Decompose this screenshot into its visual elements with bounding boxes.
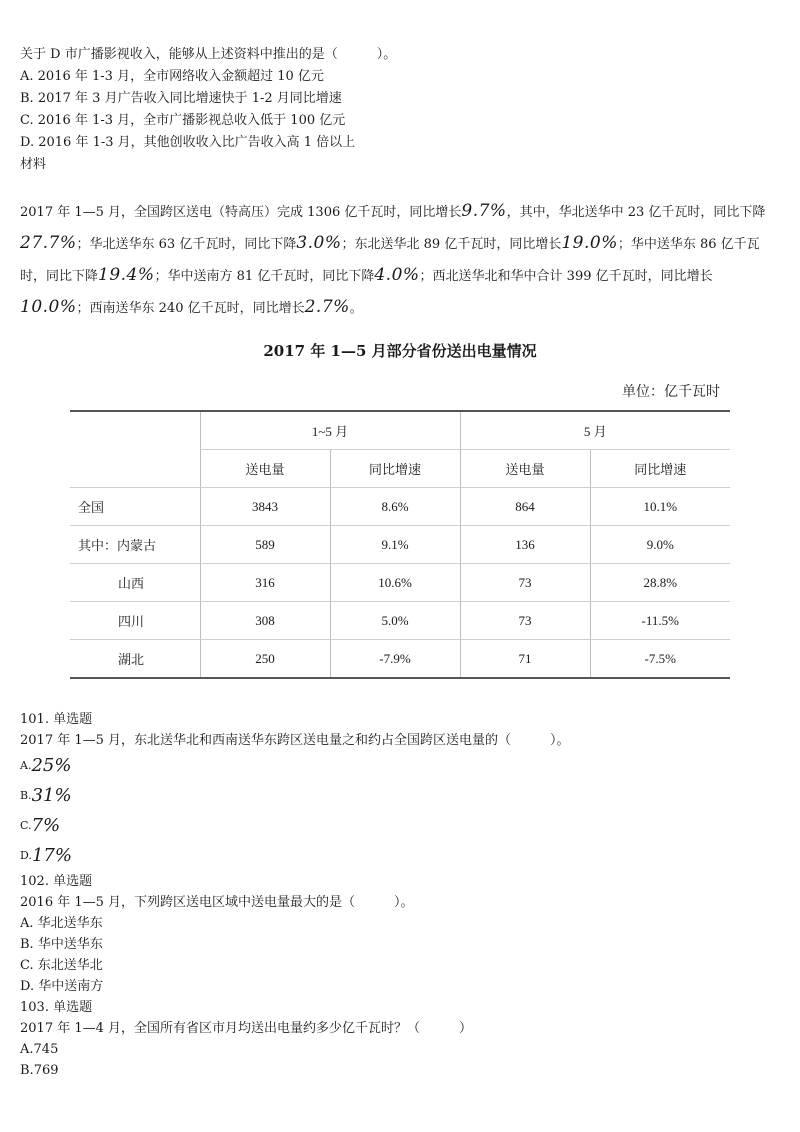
question-stem: 2017 年 1—5 月，东北送华北和西南送华东跨区送电量之和约占全国跨区送电量的（ ）。: [20, 733, 570, 748]
cell-volume: 73: [460, 564, 590, 602]
row-name: 全国: [70, 488, 200, 526]
cell-volume: 308: [200, 602, 330, 640]
material-text: 2017 年 1—5 月，全国跨区送电（特高压）完成 1306 亿千瓦时，同比增长: [20, 205, 462, 220]
option-a[interactable]: [20, 1039, 570, 1060]
cell-growth: 8.6%: [330, 488, 460, 526]
material-text: ；华中送华东 86 亿千瓦时，同比下降: [20, 237, 760, 284]
percent-value: 4.0%: [374, 265, 420, 285]
table-unit: 单位：亿千瓦时: [622, 384, 720, 400]
percent-value: 10.0%: [20, 297, 77, 317]
option-text: 31%: [31, 785, 72, 806]
option-label: A.: [20, 916, 34, 931]
question-number: 102. 单选题: [20, 874, 93, 889]
option-label: B.: [20, 937, 34, 952]
percent-value: 27.7%: [20, 233, 77, 253]
question-number: 101. 单选题: [20, 712, 93, 727]
percent-value: 3.0%: [296, 233, 342, 253]
option-text: 华中送南方: [38, 979, 104, 994]
cell-growth: 28.8%: [590, 564, 730, 602]
material-text: ，其中，华北送华中 23 亿千瓦时，同比下降: [506, 205, 766, 220]
option-label: D.: [20, 979, 35, 994]
material-text: ；华中送南方 81 亿千瓦时，同比下降: [154, 269, 375, 284]
percent-value: 19.0%: [561, 233, 618, 253]
row-name: 湖北: [70, 640, 200, 679]
option-text: 7%: [31, 815, 61, 836]
option-label: B.: [20, 1063, 34, 1078]
option-label: C.: [20, 819, 32, 832]
header-volume: 送电量: [200, 450, 330, 488]
question-number: 103. 单选题: [20, 1000, 93, 1015]
material-paragraph: [20, 196, 780, 324]
material-text: ；东北送华北 89 亿千瓦时，同比增长: [341, 237, 562, 252]
option-text: 25%: [31, 755, 72, 776]
header-growth: 同比增速: [590, 450, 730, 488]
cell-growth: 10.1%: [590, 488, 730, 526]
option-text: 745: [33, 1042, 59, 1057]
header-corner: [70, 411, 200, 488]
header-group-1-5: 1~5 月: [200, 411, 460, 450]
header-volume: 送电量: [460, 450, 590, 488]
cell-growth: -11.5%: [590, 602, 730, 640]
material-text: ；西南送华东 240 亿千瓦时，同比增长: [76, 301, 305, 316]
percent-value: 19.4%: [98, 265, 155, 285]
option-label: C.: [20, 958, 34, 973]
question-stem: 2016 年 1—5 月，下列跨区送电区域中送电量最大的是（ ）。: [20, 895, 414, 910]
option-d[interactable]: D. 2016 年 1-3 月，其他创收收入比广告收入高 1 倍以上: [20, 135, 356, 150]
option-text: 华中送华东: [37, 937, 103, 952]
percent-value: 2.7%: [304, 297, 350, 317]
option-label: B.: [20, 789, 32, 802]
table-row: [70, 640, 730, 679]
cell-volume: 250: [200, 640, 330, 679]
row-name: 其中：内蒙古: [70, 526, 200, 564]
material-text: 。: [349, 301, 363, 316]
header-group-may: 5 月: [460, 411, 730, 450]
material-text: ；华北送华东 63 亿千瓦时，同比下降: [76, 237, 297, 252]
percent-value: 9.7%: [461, 201, 507, 221]
material-text: ；西北送华北和华中合计 399 亿千瓦时，同比增长: [419, 269, 713, 284]
cell-volume: 864: [460, 488, 590, 526]
row-name: 山西: [70, 564, 200, 602]
cell-growth: 5.0%: [330, 602, 460, 640]
option-c[interactable]: [20, 955, 570, 976]
option-a[interactable]: A. 2016 年 1-3 月，全市网络收入金额超过 10 亿元: [20, 69, 324, 84]
question-stem: 2017 年 1—4 月，全国所有省区市月均送出电量约多少亿千瓦时？（ ）: [20, 1021, 473, 1036]
cell-growth: -7.5%: [590, 640, 730, 679]
cell-growth: 9.0%: [590, 526, 730, 564]
option-c[interactable]: [20, 811, 570, 841]
table-title: 2017 年 1—5 月部分省份送出电量情况: [263, 342, 537, 360]
cell-volume: 71: [460, 640, 590, 679]
option-a[interactable]: [20, 751, 570, 781]
option-label: A.: [20, 759, 32, 772]
table-row: [70, 564, 730, 602]
option-b[interactable]: [20, 781, 570, 811]
option-text: 华北送华东: [37, 916, 103, 931]
option-a[interactable]: [20, 913, 570, 934]
cell-volume: 73: [460, 602, 590, 640]
option-d[interactable]: [20, 976, 570, 997]
cell-volume: 3843: [200, 488, 330, 526]
question-list: [20, 709, 570, 1081]
previous-question: [20, 44, 396, 176]
cell-volume: 589: [200, 526, 330, 564]
option-text: 东北送华北: [37, 958, 103, 973]
table-header-row: [70, 411, 730, 450]
option-b[interactable]: [20, 1060, 570, 1081]
option-label: D.: [20, 849, 32, 862]
question-stem: 关于 D 市广播影视收入，能够从上述资料中推出的是（ ）。: [20, 47, 397, 62]
cell-growth: -7.9%: [330, 640, 460, 679]
cell-volume: 316: [200, 564, 330, 602]
option-d[interactable]: [20, 841, 570, 871]
option-text: 769: [33, 1063, 59, 1078]
material-label: 材料: [20, 157, 47, 172]
cell-growth: 9.1%: [330, 526, 460, 564]
cell-volume: 136: [460, 526, 590, 564]
option-c[interactable]: C. 2016 年 1-3 月，全市广播影视总收入低于 100 亿元: [20, 113, 346, 128]
data-table: [70, 410, 730, 679]
option-b[interactable]: B. 2017 年 3 月广告收入同比增速快于 1-2 月同比增速: [20, 91, 342, 106]
table-row: [70, 602, 730, 640]
table-row: [70, 488, 730, 526]
option-label: A.: [20, 1042, 34, 1057]
table-row: [70, 526, 730, 564]
option-text: 17%: [31, 845, 72, 866]
cell-growth: 10.6%: [330, 564, 460, 602]
option-b[interactable]: [20, 934, 570, 955]
row-name: 四川: [70, 602, 200, 640]
header-growth: 同比增速: [330, 450, 460, 488]
